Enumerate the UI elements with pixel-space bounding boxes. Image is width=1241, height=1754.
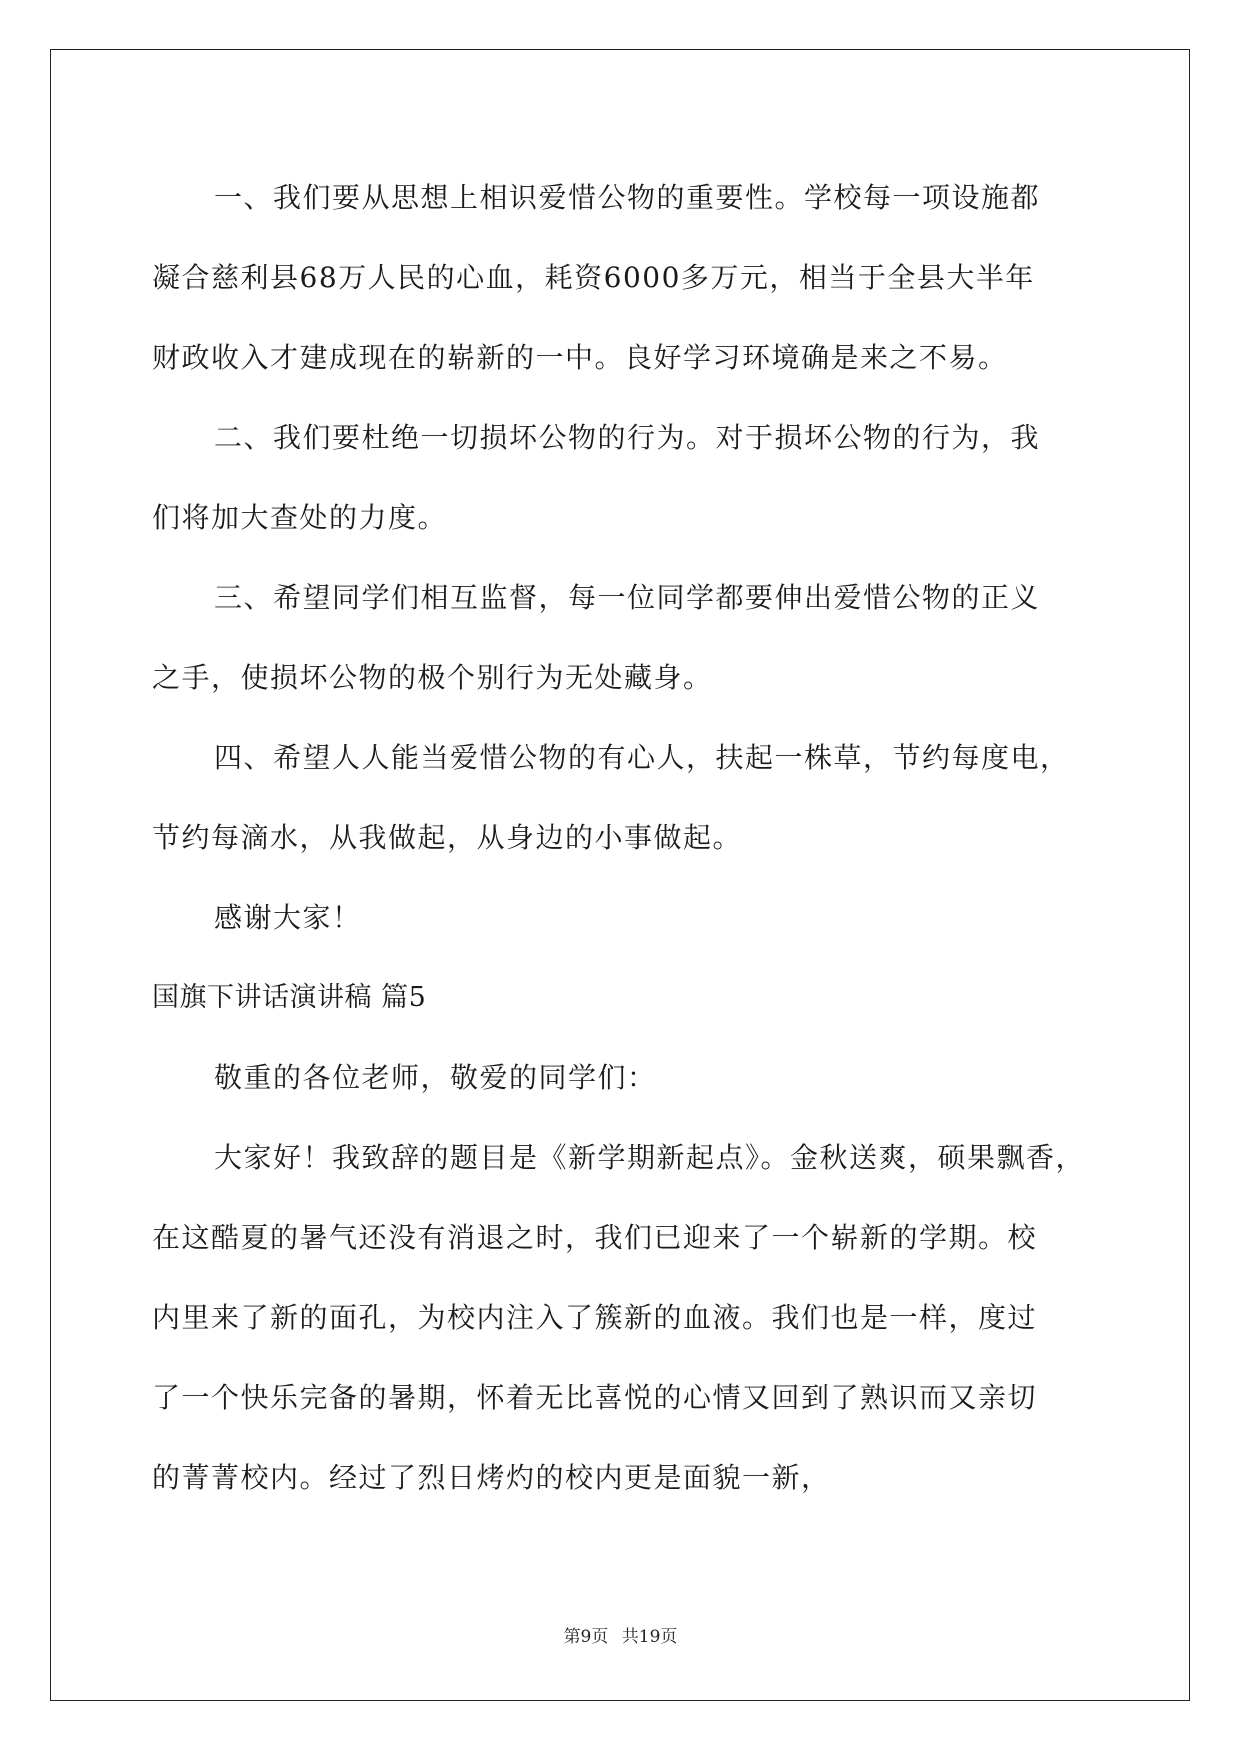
document-body xyxy=(152,158,1086,1518)
paragraph-line: 之手，使损坏公物的极个别行为无处藏身。 xyxy=(152,661,713,694)
paragraph-line: 财政收入才建成现在的崭新的一中。良好学习环境确是来之不易。 xyxy=(152,341,1008,374)
page-total: 共19页 xyxy=(621,1627,678,1647)
page-number: 第9页 xyxy=(563,1627,609,1647)
paragraph-line: 节约每滴水，从我做起，从身边的小事做起。 xyxy=(152,821,743,854)
salutation: 敬重的各位老师，敬爱的同学们： xyxy=(214,1061,657,1094)
paragraph-line: 在这酷夏的暑气还没有消退之时，我们已迎来了一个崭新的学期。校 xyxy=(152,1221,1038,1254)
paragraph-line: 一、我们要从思想上相识爱惜公物的重要性。学校每一项设施都 xyxy=(214,181,1041,214)
paragraph-line: 四、希望人人能当爱惜公物的有心人，扶起一株草，节约每度电， xyxy=(214,741,1070,774)
section-title: 国旗下讲话演讲稿 篇5 xyxy=(152,982,427,1013)
paragraph-line: 三、希望同学们相互监督，每一位同学都要伸出爱惜公物的正义 xyxy=(214,581,1041,614)
closing-thanks: 感谢大家！ xyxy=(214,901,362,934)
paragraph-line: 的菁菁校内。经过了烈日烤灼的校内更是面貌一新， xyxy=(152,1461,831,1494)
paragraph-line: 了一个快乐完备的暑期，怀着无比喜悦的心情又回到了熟识而又亲切 xyxy=(152,1381,1038,1414)
paragraph-line: 二、我们要杜绝一切损坏公物的行为。对于损坏公物的行为，我 xyxy=(214,421,1041,454)
paragraph-line: 大家好！我致辞的题目是《新学期新起点》。金秋送爽，硕果飘香， xyxy=(214,1141,1086,1174)
page-footer xyxy=(0,1622,1241,1647)
paragraph-line: 内里来了新的面孔，为校内注入了簇新的血液。我们也是一样，度过 xyxy=(152,1301,1038,1334)
paragraph-line: 凝合慈利县68万人民的心血，耗资6000多万元，相当于全县大半年 xyxy=(152,261,1035,294)
paragraph-line: 们将加大查处的力度。 xyxy=(152,501,448,534)
